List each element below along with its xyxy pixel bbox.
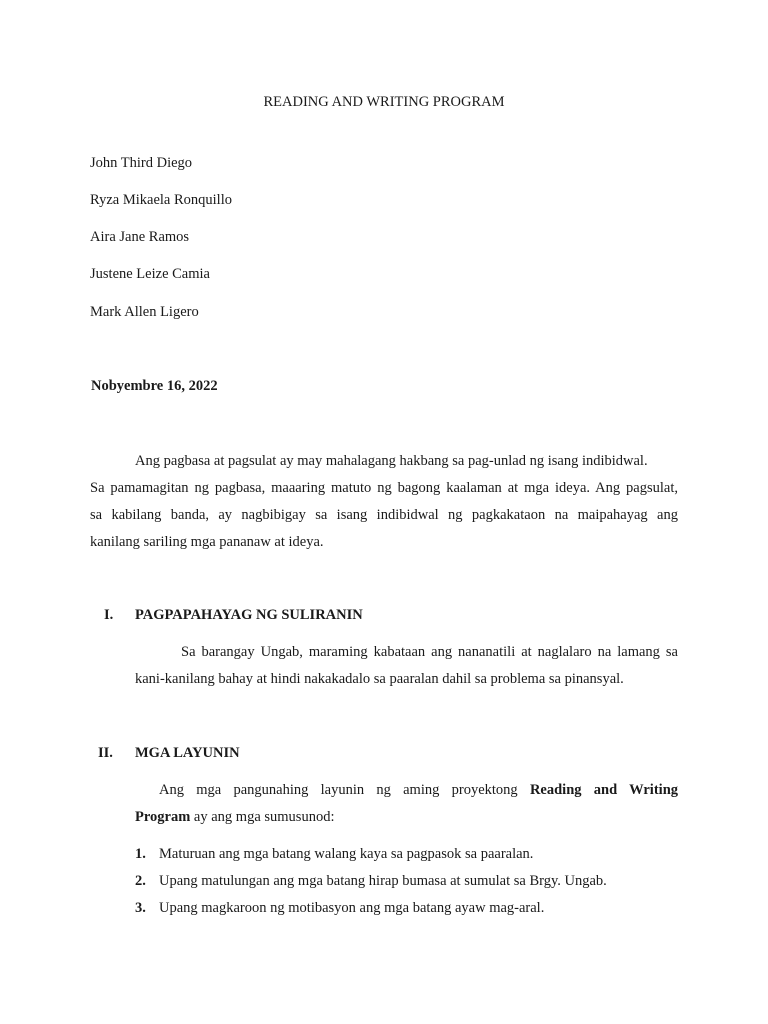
section-heading: MGA LAYUNIN [135, 745, 240, 761]
paragraph-text: ay ang mga sumusunod: [190, 809, 335, 825]
paragraph-line: kanilang sariling mga pananaw at ideya. [90, 534, 324, 550]
paragraph-line: Ang pagbasa at pagsulat ay may mahalagang hakbang sa pag-unlad ng isang indibidwal. [135, 453, 648, 469]
author-name: Justene Leize Camia [90, 266, 210, 282]
paragraph-line: Sa pamamagitan ng pagbasa, maaaring matuto ng bagong kaalaman at mga ideya. Ang pagsulat, [90, 480, 678, 496]
paragraph-line: Sa barangay Ungab, maraming kabataan ang nananatili at naglalaro na lamang sa [181, 644, 678, 660]
list-number: 1. [135, 846, 146, 862]
paragraph-line [135, 804, 678, 831]
paragraph-line [135, 777, 678, 804]
intro-paragraph [90, 448, 678, 556]
list-text: Upang magkaroon ng motibasyon ang mga batang ayaw mag-aral. [159, 900, 545, 916]
author-name: Mark Allen Ligero [90, 304, 199, 320]
paragraph-text: Ang mga pangunahing layunin ng aming proyektong [159, 782, 518, 798]
section-heading: PAGPAPAHAYAG NG SULIRANIN [135, 607, 363, 623]
document-title: READING AND WRITING PROGRAM [263, 94, 505, 110]
section-paragraph [135, 639, 678, 693]
list-number: 3. [135, 900, 146, 916]
section-number: I. [104, 607, 114, 623]
author-name: Aira Jane Ramos [90, 229, 190, 245]
list-text: Maturuan ang mga batang walang kaya sa pagpasok sa paaralan. [159, 846, 534, 862]
author-name: John Third Diego [90, 155, 193, 171]
bold-program-name: Reading and Writing [529, 782, 678, 798]
author-name: Ryza Mikaela Ronquillo [90, 192, 232, 208]
paragraph-line: kani-kanilang bahay at hindi nakakadalo sa paaralan dahil sa problema sa pinansyal. [135, 671, 624, 687]
list-number: 2. [135, 873, 146, 889]
section-number: II. [98, 745, 113, 761]
section-paragraph [135, 777, 678, 831]
list-text: Upang matulungan ang mga batang hirap bumasa at sumulat sa Brgy. Ungab. [159, 873, 607, 889]
paragraph-line: sa kabilang banda, ay nagbibigay sa isang indibidwal ng pagkakataon na maipahayag ang [90, 507, 678, 523]
bold-program-name: Program [135, 809, 191, 825]
document-date: Nobyembre 16, 2022 [91, 378, 218, 394]
